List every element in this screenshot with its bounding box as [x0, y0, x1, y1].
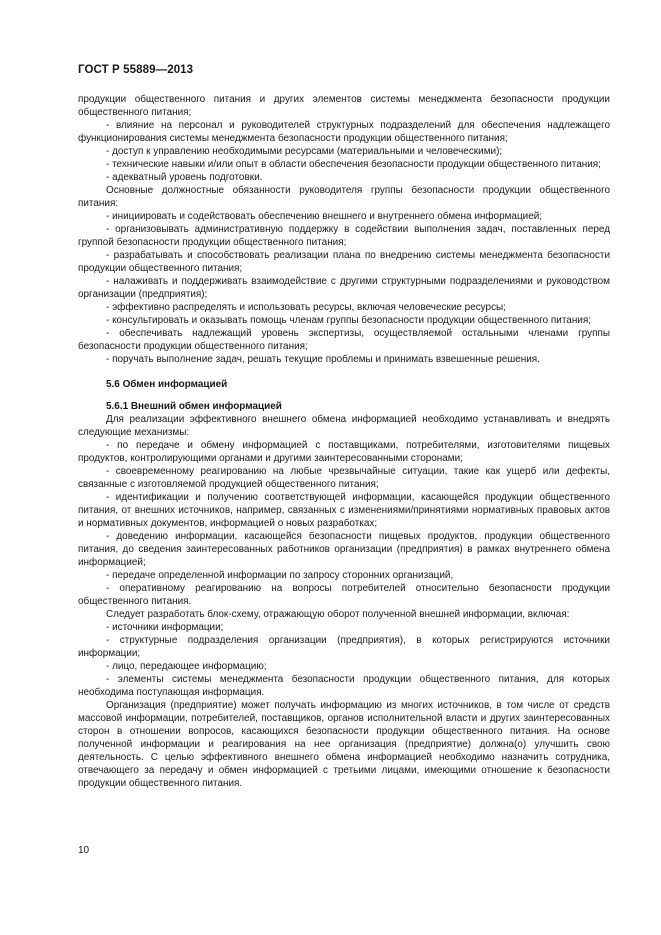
- paragraph: - источники информации;: [106, 622, 224, 633]
- page-number: 10: [78, 845, 90, 856]
- paragraph: - адекватный уровень подготовки.: [106, 172, 263, 183]
- paragraph-group-a: [78, 93, 610, 366]
- paragraph: - по передаче и обмену информацией с поставщиками, потребителями, изготовителями пищевых продуктов, контролирующими органами и другими заинтересованными сторонами;: [78, 440, 610, 464]
- paragraph: продукции общественного питания и других элементов системы менеджмента безопасности продукции общественного питания;: [78, 94, 610, 118]
- paragraph: Основные должностные обязанности руководителя группы безопасности продукции общественного питания:: [78, 185, 610, 209]
- paragraph: - структурные подразделения организации (предприятия), в которых регистрируются источники информации;: [78, 635, 610, 659]
- paragraph: - организовывать административную поддержку в содействии выполнения задач, поставленных перед группой безопасности продукции общественного питания;: [78, 224, 610, 248]
- document-body: [78, 93, 610, 790]
- paragraph: - разрабатывать и способствовать реализации плана по внедрению системы менеджмента безопасности продукции общественного питания;: [78, 250, 610, 274]
- paragraph: - влияние на персонал и руководителей структурных подразделений для обеспечения надлежащего функционирования системы менеджмента безопасности продукции общественного питания;: [78, 120, 610, 144]
- paragraph: Организация (предприятие) может получать информацию из многих источников, в том числе от средств массовой информации, потребителей, поставщиков, органов исполнительной власти и других заинтересованных сторон в отношении вопросов, касающихся безопасности продукции общественного питания. На основе полученной информации и реагирования на нее организация (предприятие) должна(о) улучшить свою деятельность. С целью эффективного внешнего обмена информацией необходимо назначить сотрудника, отвечающего за передачу и обмен информацией с третьими лицами, имеющими отношение к безопасности продукции общественного питания.: [78, 700, 610, 789]
- paragraph: - оперативному реагированию на вопросы потребителей относительно безопасности продукции общественного питания.: [78, 583, 610, 607]
- paragraph: - технические навыки и/или опыт в области обеспечения безопасности продукции общественного питания;: [106, 159, 601, 170]
- paragraph-group-b: [78, 413, 610, 790]
- paragraph: - доступ к управлению необходимыми ресурсами (материальными и человеческими);: [106, 146, 503, 157]
- section-heading: 5.6 Обмен информацией: [106, 379, 228, 390]
- paragraph: - налаживать и поддерживать взаимодействие с другими структурными подразделениями и руководством организации (предприятия);: [78, 276, 610, 300]
- paragraph: - элементы системы менеджмента безопасности продукции общественного питания, для которых необходима поступающая информация.: [78, 674, 610, 698]
- paragraph: - доведению информации, касающейся безопасности пищевых продуктов, продукции общественного питания, до сведения заинтересованных работников организации (предприятия) в рамках внутреннего обмена информацией;: [78, 531, 610, 568]
- paragraph: - консультировать и оказывать помощь членам группы безопасности продукции общественного питания;: [106, 315, 592, 326]
- paragraph: - инициировать и содействовать обеспечению внешнего и внутреннего обмена информацией;: [106, 211, 543, 222]
- standard-header: ГОСТ Р 55889—2013: [78, 64, 194, 76]
- paragraph: - идентификации и получению соответствующей информации, касающейся продукции общественного питания, от внешних источников, например, связанных с изменениями/принятиями нормативных правовых актов и нормативных документов, информацией о новых разработках;: [78, 492, 610, 529]
- subsection-heading: 5.6.1 Внешний обмен информацией: [106, 401, 282, 412]
- paragraph: - эффективно распределять и использовать ресурсы, включая человеческие ресурсы;: [106, 302, 506, 313]
- paragraph: - лицо, передающее информацию;: [106, 661, 267, 672]
- paragraph: - обеспечивать надлежащий уровень экспертизы, осуществляемой остальными членами группы безопасности продукции общественного питания;: [78, 328, 610, 352]
- paragraph: - своевременному реагированию на любые чрезвычайные ситуации, такие как ущерб или дефекты, связанные с изготовляемой продукцией общественного питания;: [78, 466, 610, 490]
- paragraph: - поручать выполнение задач, решать текущие проблемы и принимать взвешенные решения.: [106, 354, 540, 365]
- paragraph: Следует разработать блок-схему, отражающую оборот полученной внешней информации, включая:: [106, 609, 570, 620]
- paragraph: Для реализации эффективного внешнего обмена информацией необходимо устанавливать и внедрять следующие механизмы:: [78, 414, 610, 438]
- paragraph: - передаче определенной информации по запросу сторонних организаций,: [106, 570, 454, 581]
